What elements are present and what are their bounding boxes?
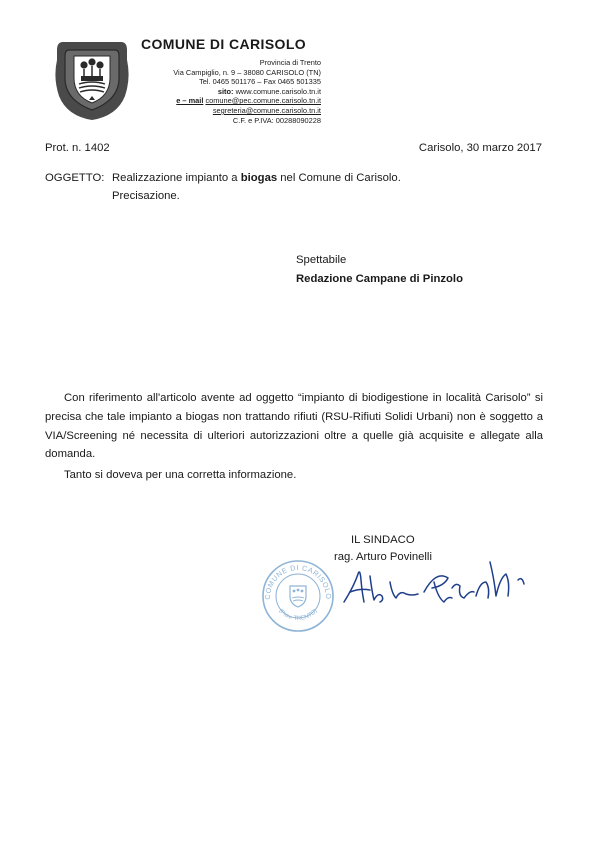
signatory-name: rag. Arturo Povinelli — [334, 551, 432, 563]
site-label: sito: — [217, 86, 234, 96]
subject-line-2: Precisazione. — [112, 189, 180, 202]
letterhead-site-line — [141, 87, 321, 97]
letter-date: Carisolo, 30 marzo 2017 — [418, 142, 542, 154]
municipal-crest-logo — [53, 38, 131, 122]
letterhead-contact-block — [141, 58, 321, 125]
protocol-number: Prot. n. 1402 — [45, 142, 110, 154]
subject-suffix: nel Comune di Carisolo. — [277, 172, 401, 184]
email-segreteria-link[interactable]: segreteria@comune.carisolo.tn.it — [212, 105, 321, 115]
official-stamp — [260, 558, 336, 634]
letterhead-address: Via Campiglio, n. 9 – 38080 CARISOLO (TN) — [173, 67, 321, 77]
letterhead-phone-fax: Tel. 0465 501176 – Fax 0465 501335 — [199, 77, 321, 87]
letterhead-fiscal-code: C.F. e P.IVA: 00288090228 — [232, 115, 321, 125]
stamp-bottom-text: (Prov. TRENTO) — [277, 608, 319, 623]
closing-line: Tanto si doveva per una corretta informazione. — [64, 469, 297, 481]
email-pec-link[interactable]: comune@pec.comune.carisolo.tn.it — [205, 96, 321, 106]
comune-title: COMUNE DI CARISOLO — [141, 36, 307, 52]
letterhead-email-line — [141, 96, 321, 106]
letterhead-provincia: Provincia di Trento — [259, 58, 321, 67]
subject-text — [112, 170, 401, 205]
email-label: e – mail — [176, 96, 204, 106]
subject-prefix: Realizzazione impianto a — [112, 172, 241, 184]
stamp-top-text: COMUNE DI CARISOLO — [262, 562, 334, 600]
subject-bold-word: biogas — [240, 172, 278, 184]
letterhead-email-line-2 — [141, 106, 321, 116]
svg-text:COMUNE DI CARISOLO — [263, 563, 333, 600]
body-paragraph: Con riferimento all'articolo avente ad oggetto “impianto di biodigestione in località Carisolo” si precisa che tale impianto a biogas non trattando rifiuti (RSU-Rifiuti Solidi Urbani) non è soggetto a VIA/Screening né necessita di ulteriori autorizzazioni oltre a quelle già acquisite e allegate alla domanda. — [45, 392, 543, 461]
recipient-salutation: Spettabile — [296, 254, 347, 266]
signatory-role: IL SINDACO — [351, 534, 415, 546]
svg-text:(Prov. TRENTO) — [277, 608, 319, 622]
subject-label: OGGETTO: — [45, 172, 105, 184]
recipient-name: Redazione Campane di Pinzolo — [296, 273, 463, 285]
site-link[interactable]: www.comune.carisolo.tn.it — [235, 86, 321, 96]
handwritten-signature — [340, 552, 540, 618]
